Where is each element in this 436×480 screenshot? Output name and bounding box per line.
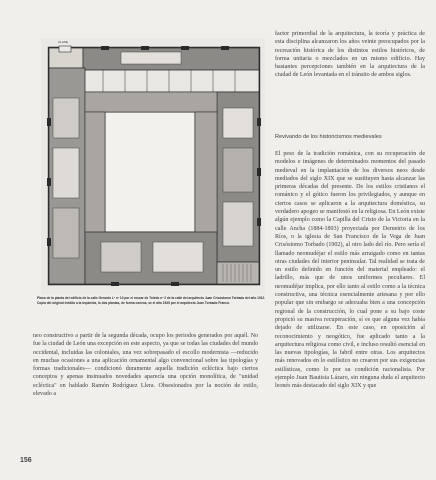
page-number: 156: [20, 457, 32, 464]
right-column-text: El peso de la tradición románica, con su recuperación de modelos e imágenes de determinados momentos del pasado medieval en la implantación de los diversos neos desde mediados del siglo XIX que se sustituyen hasta alcanzar las primeras décadas del presente. De los estilos cristianos el románico y el gótico fueron los privilegiados, y aunque en ciertos casos se aplicaron a la arquitectura doméstica, su verdadero apogeo se manifestó en la religiosa. En León existe algún ejemplo como la Capilla del Cristo de la Victoria en la calle Ancha (1884-1893) proyectada por Demetrio de los Ríos, o la iglesia de San Francisco de la Vega de Juan Crisóstomo Torbado (1902), al otro lado del río. Pero sería el llamado neomudéjar el estilo más arraigado como en tantas otras ciudades del interior peninsular. Tal realidad se trata de un estilo definido en función del material empleado: el ladrillo, más que de unos uniformes peculiares. El neomudéjar implica, por ello tanto al estilo como a la técnica constructiva, una técnica esencialmente artesana y por ello popular que sin embargo se adecuaba bien a una concepción regional de la construcción, lo cual pone a su bajo coste propició su masiva recuperación, sí es que alguna vez había dejado de utilizarse. En este caso, en oposición al reconocimiento y neogótico, fue aplicado tanto a la arquitectura religiosa como civil, e incluso resultó esencial en las nuevas tipologías, la fabril entre otras. Los arquitectos más renovados en lo estilístico no crearon por sus exigencias estilísticas, como lo por su condición racionalista. Por ejemplo Juan Bautista Lázaro, sin ninguna duda el arquitecto leonés más destacado del siglo XIX y que: [275, 151, 425, 390]
figure-caption: [37, 296, 269, 305]
left-column-text: neo constructivo a partir de la segunda década, ocupo los periodos generados por aquél. No fue la ciudad de León una excepción en este aspecto, ya que se todas las ciudades del mundo occidental, incluidas las coloniales, una vez sobrepasado el escollo modernista —reducido en muchas ocasiones a una aplicación ornamental algo convencional sobre las tipologías y formas tradicionales— condicionó duramente aquella tradición ecléctica bajo ciertos conceptos y apenas insinuados novedades aparecía una opción monolítica, de "unidad ecléctica" en hablado Ramón Rodríguez Llera. Obsesionados por la noción de estilo, elevado a: [33, 333, 258, 398]
right-column-intro: factor primordial de la arquitectura, la teoría y práctica de esta disciplina alcanzaron los años veinte preocupados por la recreación histórica de los distintos estilos históricos, de forma unitaria o mezclados en un mismo edificio. Hay bastantes percepciones también en la arquitectura de la ciudad de León levantada en el tránsito de ambos siglos.: [275, 31, 425, 79]
caption-text: Plano de la planta del edificio de la calle Gerardo Lº nº 10 por el roscar de Toledo nº 2 de la calle del arquitecto Juan Crisóstomo Torbado del año 1912. Copia del original inédito a la izquierda, lo dos plantas, de forma conexa, se el año 1935 por el arquitecto Juan Torbado Franco.: [37, 296, 266, 305]
floor-plan-figure: [41, 38, 265, 294]
room-label: CLASE: [58, 40, 68, 44]
section-heading: Revivando de los historicismos medievales: [275, 134, 382, 140]
